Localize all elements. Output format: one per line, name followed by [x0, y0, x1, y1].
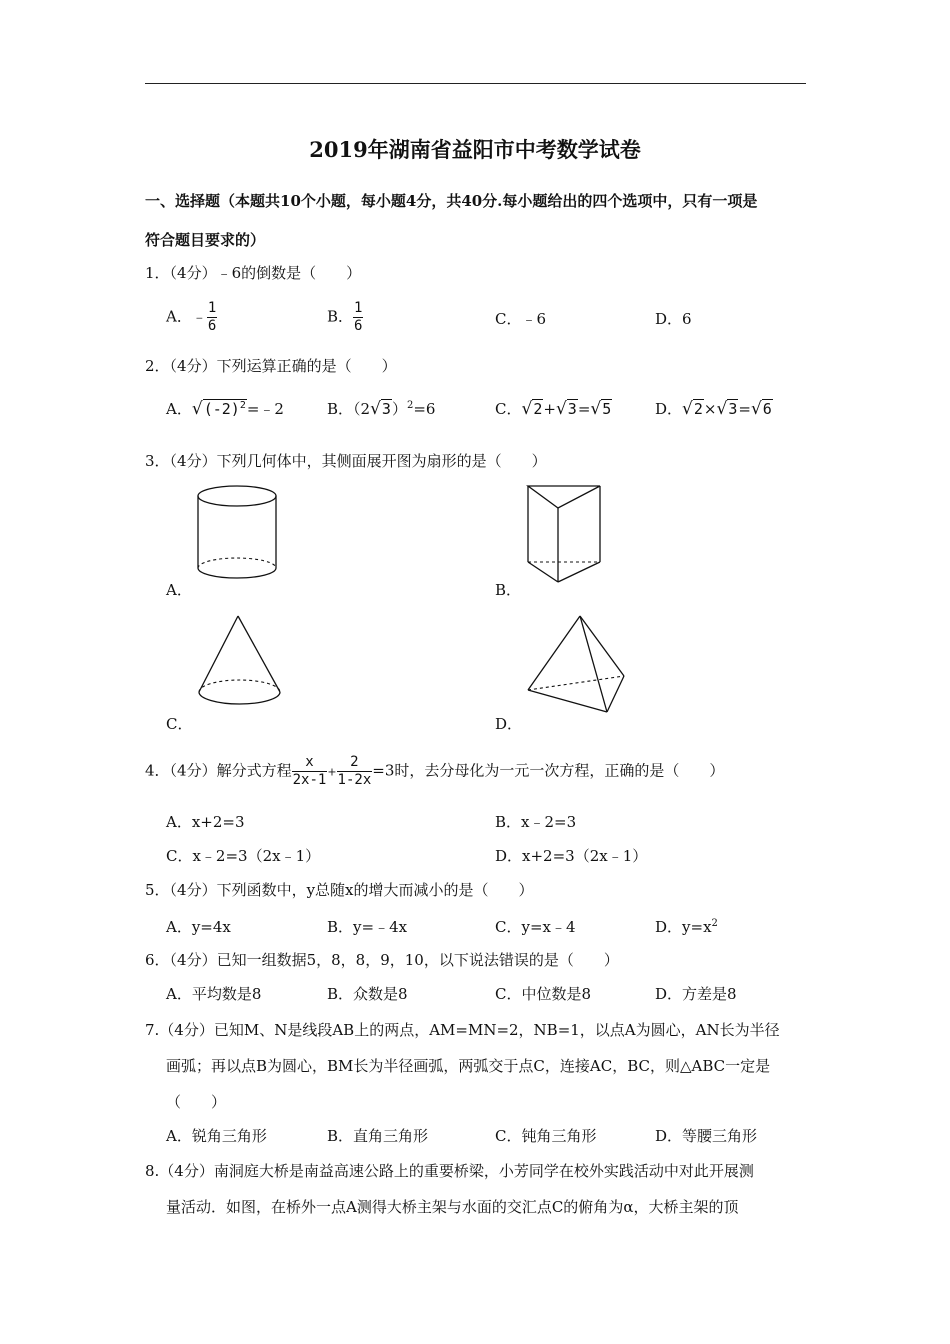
q4-option-b: B．x﹣2=3 [495, 813, 577, 831]
radical-sign: √ [590, 399, 602, 419]
denominator: 6 [207, 318, 217, 334]
equation-tail: =﹣2 [246, 400, 284, 418]
operator: + [543, 400, 556, 418]
q1-option-d: D．6 [655, 310, 692, 328]
fraction [353, 300, 363, 335]
radicand: 6 [762, 400, 772, 418]
radicand: 3 [728, 400, 738, 418]
expr-close: ） [391, 400, 407, 418]
radical-sign: √ [716, 399, 728, 419]
q5-option-d [655, 916, 718, 937]
radical-sign: √ [521, 399, 533, 419]
q7-line3: （ ） [166, 1093, 227, 1111]
q7-option-d: D．等腰三角形 [655, 1127, 758, 1145]
q1-option-b [327, 300, 363, 335]
q2-option-b [327, 398, 435, 419]
radicand: 2 [693, 400, 703, 418]
radicand-text: (-2) [203, 400, 240, 418]
numerator: 2 [350, 754, 359, 770]
radical-sign: √ [750, 399, 762, 419]
q8-line1: 8.（4分）南洞庭大桥是南益高速公路上的重要桥梁，小芳同学在校外实践活动中对此开展测 [145, 1162, 754, 1180]
section-heading-line1: 一、选择题（本题共10个小题，每小题4分，共40分.每小题给出的四个选项中，只有一项是 [145, 192, 758, 210]
numerator: x [305, 754, 314, 770]
denominator: 1-2x [337, 772, 372, 788]
q6-option-b: B．众数是8 [327, 985, 408, 1003]
exponent: 2 [239, 400, 246, 411]
q3-option-c: C． [166, 715, 193, 733]
q1-option-a [166, 300, 217, 335]
q5-option-b: B．y=﹣4x [327, 918, 408, 936]
cone-figure [195, 612, 295, 722]
minus-sign: ﹣ [191, 307, 207, 326]
pyramid-figure [522, 612, 632, 722]
stem-tail: =3时，去分母化为一元一次方程，正确的是（ ） [372, 761, 725, 780]
radicand: 2 [533, 400, 543, 418]
option-text: D．y=x [655, 918, 712, 936]
fraction [207, 300, 217, 335]
fraction-1 [292, 754, 328, 789]
q2-option-c [495, 398, 612, 419]
q2-stem: 2．（4分）下列运算正确的是（ ） [145, 357, 397, 375]
q6-option-c: C．中位数是8 [495, 985, 592, 1003]
exponent: 2 [406, 400, 414, 411]
header-rule [145, 83, 806, 84]
plus-sign: + [327, 765, 337, 779]
denominator: 6 [354, 318, 363, 334]
q3-stem: 3．（4分）下列几何体中，其侧面展开图为扇形的是（ ） [145, 452, 547, 470]
q4-stem [145, 754, 724, 789]
denominator: 2x-1 [292, 772, 327, 788]
triangular-prism-figure [520, 480, 620, 590]
q2-option-a [166, 398, 284, 419]
q7-line1: 7.（4分）已知M、N是线段AB上的两点，AM=MN=2，NB=1，以点A为圆心，AN长为半径 [145, 1021, 780, 1039]
q4-option-a: A．x+2=3 [166, 813, 245, 831]
option-label: B． [327, 307, 354, 326]
q1-option-c: C．﹣6 [495, 310, 547, 328]
radicand [203, 399, 247, 418]
expr-head: （2 [353, 400, 371, 418]
option-label: A． [166, 307, 192, 326]
cylinder-figure [190, 480, 310, 590]
option-label: D． [655, 400, 683, 418]
q7-option-b: B．直角三角形 [327, 1127, 429, 1145]
radical-sign: √ [370, 399, 381, 419]
numerator: 1 [207, 300, 217, 316]
q5-option-a: A．y=4x [166, 918, 231, 936]
equals: = [577, 400, 591, 418]
q3-option-b: B． [495, 581, 522, 599]
equals: = [738, 400, 751, 418]
q4-option-d: D．x+2=3（2x﹣1） [495, 847, 648, 865]
operator: × [703, 400, 717, 418]
q4-option-c: C．x﹣2=3（2x﹣1） [166, 847, 321, 865]
radicand: 5 [602, 400, 612, 418]
q1-stem: 1．（4分）﹣6的倒数是（ ） [145, 264, 362, 282]
q5-stem: 5．（4分）下列函数中，y总随x的增大而减小的是（ ） [145, 881, 534, 899]
stem-head: 4．（4分）解分式方程 [145, 761, 292, 780]
q3-option-a: A． [166, 581, 192, 599]
page-title: 2019年湖南省益阳市中考数学试卷 [309, 137, 641, 162]
q6-stem: 6．（4分）已知一组数据5，8，8，9，10，以下说法错误的是（ ） [145, 951, 619, 969]
radicand: 3 [567, 400, 577, 418]
q3-option-d: D． [495, 715, 523, 733]
radical-sign: √ [191, 399, 203, 419]
q7-line2: 画弧；再以点B为圆心，BM长为半径画弧，两弧交于点C，连接AC，BC，则△ABC一定是 [166, 1057, 771, 1075]
section-heading-line2: 符合题目要求的） [145, 231, 266, 249]
fraction-2 [337, 754, 373, 789]
option-label: B． [327, 400, 354, 418]
radical-sign: √ [682, 399, 693, 419]
option-label: C． [495, 400, 522, 418]
radical-sign: √ [555, 399, 567, 419]
q6-option-a: A．平均数是8 [166, 985, 262, 1003]
q6-option-d: D．方差是8 [655, 985, 737, 1003]
exponent: 2 [711, 918, 718, 929]
option-label: A． [166, 400, 192, 418]
q2-option-d [655, 398, 773, 419]
q8-line2: 量活动．如图，在桥外一点A测得大桥主架与水面的交汇点C的俯角为α，大桥主架的顶 [166, 1198, 739, 1216]
q5-option-c: C．y=x﹣4 [495, 918, 576, 936]
numerator: 1 [354, 300, 363, 316]
q7-option-c: C．钝角三角形 [495, 1127, 597, 1145]
radicand: 3 [381, 400, 391, 418]
equation-tail: =6 [413, 400, 436, 418]
q7-option-a: A．锐角三角形 [166, 1127, 267, 1145]
